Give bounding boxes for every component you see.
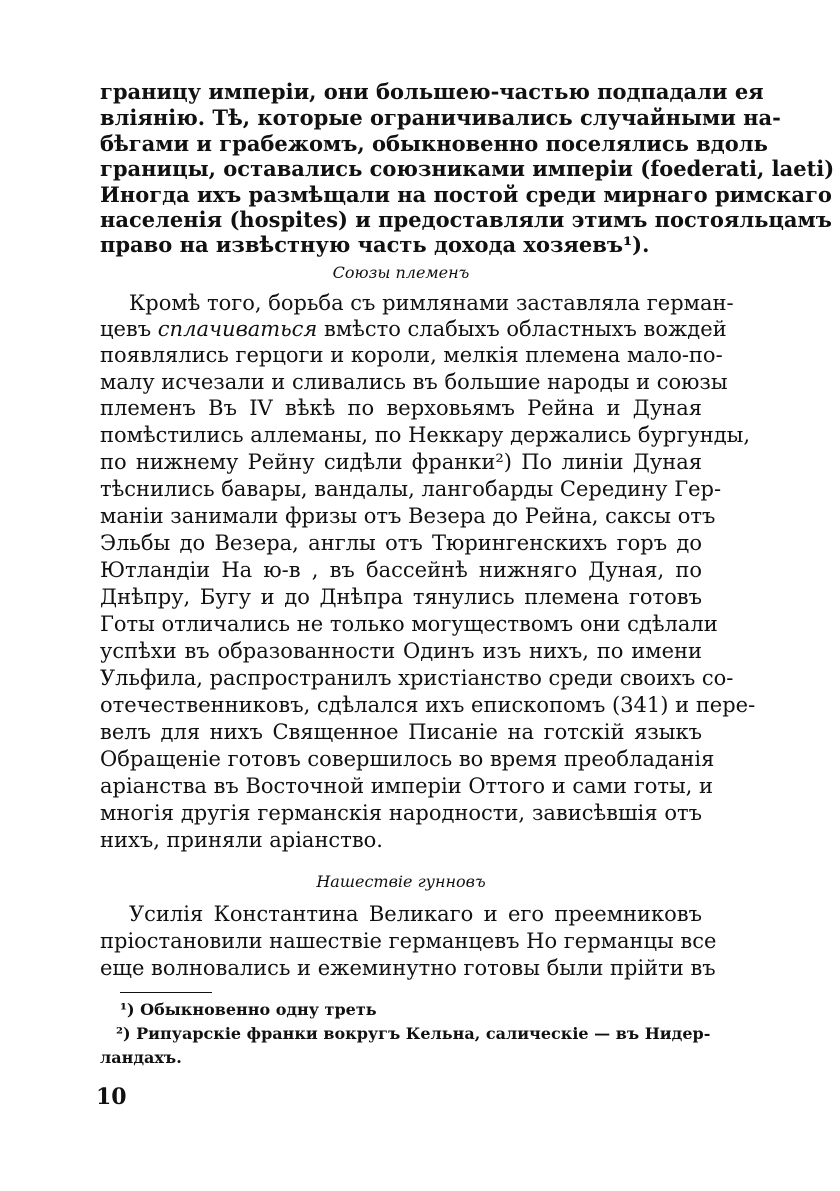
footnote-1: ¹) Обыкновенно одну треть: [120, 1000, 377, 1019]
text-line: помѣстились аллеманы, по Неккару держались бургунды,: [100, 423, 751, 447]
text-line: аріанства въ Восточной имперіи Оттого и сами готы, и: [100, 774, 714, 798]
text-line: границу имперіи, они большею-частью подпадали ея: [100, 79, 764, 104]
text-line: отечественниковъ, сдѣлался ихъ епископомъ (341) и пере-: [100, 693, 756, 717]
text-line: вліянію. Тѣ, которые ограничивались случайными на-: [100, 105, 781, 130]
text-line: многія другія германскія народности, зависѣвшія отъ: [100, 801, 702, 825]
text-line: право на извѣстную часть дохода хозяевъ¹).: [100, 232, 650, 257]
text-line: Иногда ихъ размѣщали на постой среди мирнаго римскаго: [100, 182, 832, 207]
footnote-2: ²) Рипуарскіе франки вокругъ Кельна, салическіе — въ Нидер-: [116, 1024, 711, 1043]
text-line: Кромѣ того, борьба съ римлянами заставляла герман-: [129, 291, 734, 315]
footnote-2-continuation: ландахъ.: [100, 1048, 182, 1067]
text-line: племенъ Въ IV вѣкѣ по верховьямъ Рейна и Дуная: [100, 396, 702, 420]
text-line: велъ для нихъ Священное Писаніе на готскій языкъ: [100, 720, 702, 744]
text-fragment: вмѣсто слабыхъ областныхъ вождей: [317, 317, 727, 341]
italic-word: сплачиваться: [157, 317, 318, 341]
text-line: малу исчезали и сливались въ большие народы и союзы: [100, 370, 728, 394]
text-line: Днѣпру, Бугу и до Днѣпра тянулись племена готовъ: [100, 585, 702, 609]
footnote-divider: [120, 992, 212, 993]
section-heading: Нашествіе гунновъ: [316, 872, 486, 891]
text-line: успѣхи въ образованности Одинъ изъ нихъ, по имени: [100, 639, 702, 663]
text-line: Ульфила, распространилъ христіанство среди своихъ со-: [100, 666, 734, 690]
text-line: Готы отличались не только могуществомъ они сдѣлали: [100, 612, 718, 636]
text-line: пріостановили нашествіе германцевъ Но германцы все: [100, 929, 717, 953]
text-line: маніи занимали фризы отъ Везера до Рейна, саксы отъ: [100, 504, 716, 528]
text-line: по нижнему Рейну сидѣли франки²) По линіи Дуная: [100, 450, 702, 474]
text-line: [100, 317, 727, 341]
text-line: Ютландіи На ю-в , въ бассейнѣ нижняго Дуная, по: [100, 558, 702, 582]
text-line: появлялись герцоги и короли, мелкія племена мало-по-: [100, 343, 723, 367]
section-heading: Союзы племенъ: [332, 263, 470, 282]
text-line: тѣснились бавары, вандалы, лангобарды Середину Гер-: [100, 477, 722, 501]
text-line: границы, оставались союзниками имперіи (foederati, laeti): [100, 156, 835, 181]
text-line: Усилія Константина Великаго и его преемниковъ: [129, 902, 702, 926]
page-number: 10: [96, 1084, 127, 1110]
text-fragment: цевъ: [100, 317, 158, 341]
text-line: населенія (hospites) и предоставляли этимъ постояльцамъ: [100, 207, 832, 232]
text-line: Эльбы до Везера, англы отъ Тюрингенскихъ горъ до: [100, 531, 702, 555]
text-line: бѣгами и грабежомъ, обыкновенно поселялись вдоль: [100, 131, 768, 156]
text-line: еще волновались и ежеминутно готовы были прійти въ: [100, 956, 716, 980]
text-line: Обращеніе готовъ совершилось во время преобладанія: [100, 747, 715, 771]
text-line: нихъ, приняли аріанство.: [100, 828, 383, 852]
